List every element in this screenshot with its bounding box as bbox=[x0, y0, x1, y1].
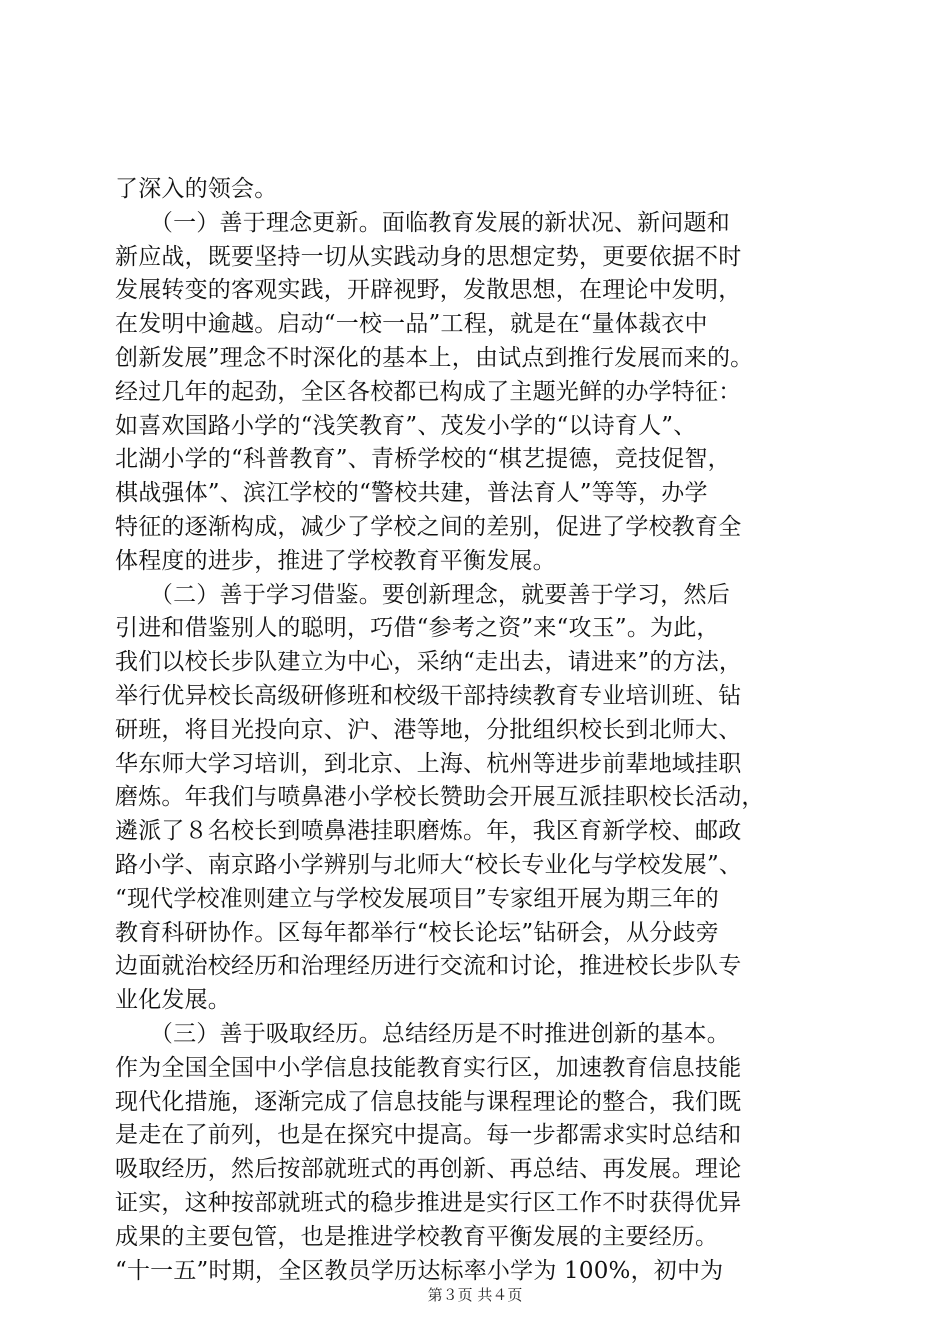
text-line: 遴派了８名校长到喷鼻港挂职磨炼。年，我区育新学校、邮政 bbox=[115, 818, 742, 845]
text-line: （一）善于理念更新。面临教育发展的新状况、新问题和 bbox=[115, 209, 730, 236]
text-line: 边面就治校经历和治理经历进行交流和讨论，推进校长步队专 bbox=[115, 953, 742, 980]
text-line: 了深入的领会。 bbox=[115, 176, 278, 202]
body-text bbox=[115, 173, 840, 1288]
text-line: 发展转变的客观实践，开辟视野，发散思想，在理论中发明， bbox=[115, 277, 742, 304]
text-line: 作为全国全国中小学信息技能教育实行区，加速教育信息技能 bbox=[115, 1054, 742, 1081]
text-line: 成果的主要包管，也是推进学校教育平衡发展的主要经历。 bbox=[115, 1223, 719, 1250]
text-line: 如喜欢国路小学的“浅笑教育”、茂发小学的“以诗育人”、 bbox=[115, 412, 697, 439]
text-line: 我们以校长步队建立为中心，采纳“走出去，请进来”的方法， bbox=[115, 649, 743, 676]
text-line: 现代化措施，逐渐完成了信息技能与课程理论的整合，我们既 bbox=[115, 1088, 742, 1115]
text-line: 经过几年的起劲，全区各校都已构成了主题光鲜的办学特征： bbox=[115, 378, 742, 405]
text-line: 教育科研协作。区每年都举行“校长论坛”钻研会，从分歧旁 bbox=[115, 919, 719, 946]
text-line: 新应战，既要坚持一切从实践动身的思想定势，更要依据不时 bbox=[115, 243, 742, 270]
text-line: 业化发展。 bbox=[115, 987, 231, 1014]
text-line: 是走在了前列，也是在探究中提高。每一步都需求实时总结和 bbox=[115, 1122, 742, 1149]
text-line: （三）善于吸取经历。总结经历是不时推进创新的基本。 bbox=[115, 1020, 730, 1047]
text-line: 引进和借鉴别人的聪明，巧借“参考之资”来“攻玉”。为此， bbox=[115, 615, 720, 642]
text-line: 棋战强体”、滨江学校的“警校共建，普法育人”等等，办学 bbox=[115, 480, 708, 507]
text-line: 北湖小学的“科普教育”、青桥学校的“棋艺提德，竞技促智， bbox=[115, 446, 731, 473]
text-line: 在发明中逾越。启动“一校一品”工程，就是在“量体裁衣中 bbox=[115, 311, 708, 338]
text-line: 举行优异校长高级研修班和校级干部持续教育专业培训班、钻 bbox=[115, 682, 742, 709]
page-footer: 第３页 共４页 bbox=[427, 1286, 523, 1304]
text-line: 华东师大学习培训，到北京、上海、杭州等进步前辈地域挂职 bbox=[115, 750, 742, 777]
text-line: 研班，将目光投向京、沪、港等地，分批组织校长到北师大、 bbox=[115, 716, 742, 743]
text-line: 特征的逐渐构成，减少了学校之间的差别，促进了学校教育全 bbox=[115, 513, 742, 540]
text-line: 创新发展”理念不时深化的基本上，由试点到推行发展而来的。 bbox=[115, 344, 754, 371]
text-line: 体程度的进步，推进了学校教育平衡发展。 bbox=[115, 547, 556, 574]
text-line: 证实，这种按部就班式的稳步推进是实行区工作不时获得优异 bbox=[115, 1189, 742, 1216]
text-line: 磨炼。年我们与喷鼻港小学校长赞助会开展互派挂职校长活动， bbox=[115, 784, 765, 811]
text-line: 吸取经历，然后按部就班式的再创新、再总结、再发展。理论 bbox=[115, 1156, 742, 1183]
text-line: 路小学、南京路小学辨别与北师大“校长专业化与学校发展”、 bbox=[115, 851, 743, 878]
text-line: （二）善于学习借鉴。要创新理念，就要善于学习，然后 bbox=[115, 581, 730, 608]
text-line: “现代学校准则建立与学校发展项目”专家组开展为期三年的 bbox=[115, 885, 719, 912]
text-line: “十一五”时期，全区教员学历达标率小学为 100%，初中为 bbox=[115, 1257, 724, 1284]
